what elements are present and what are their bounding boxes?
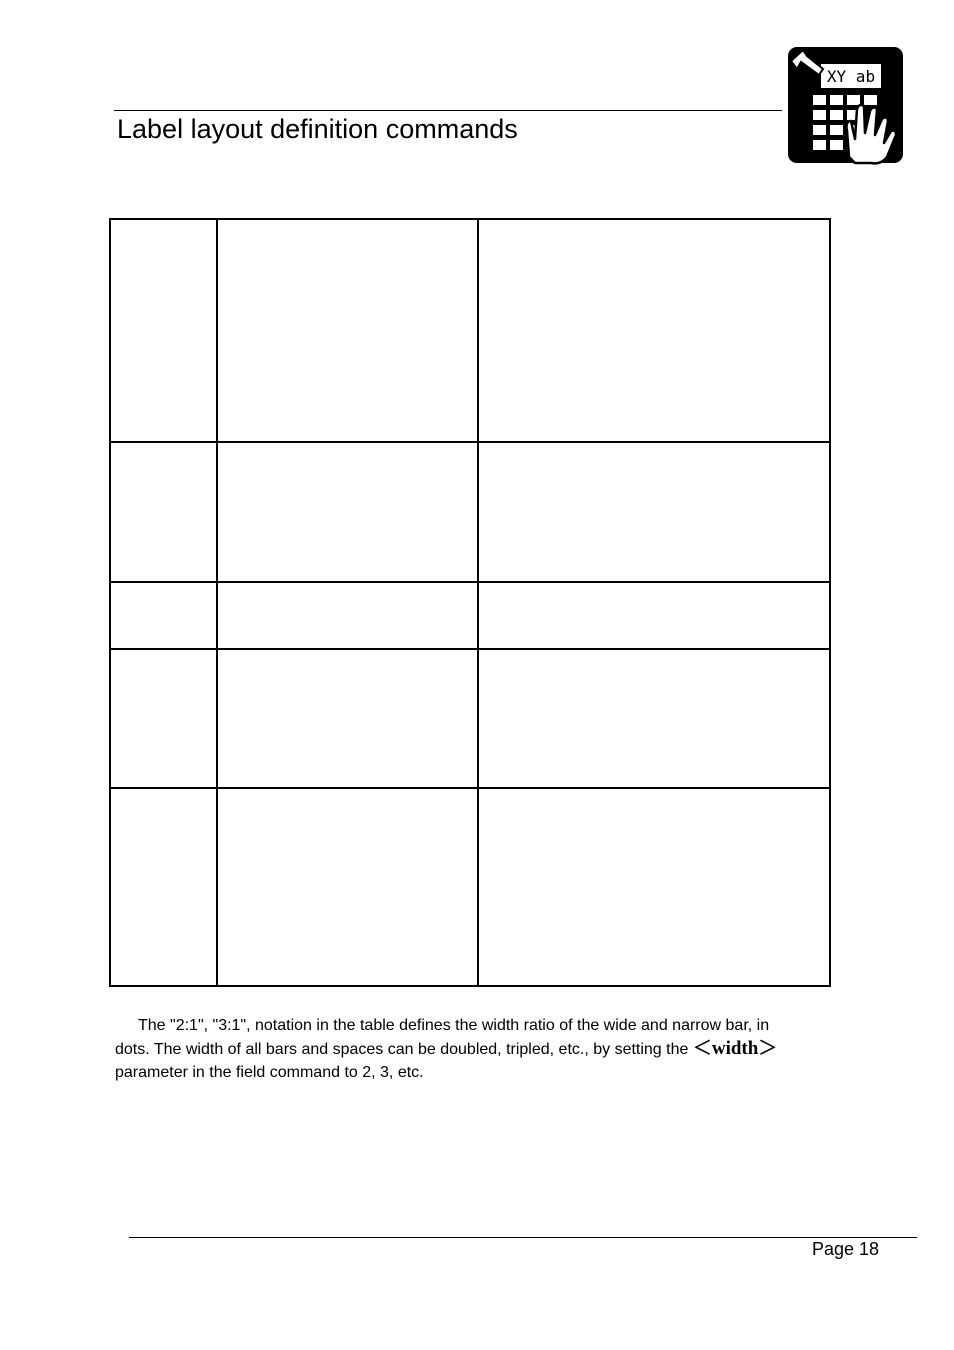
- page-number: Page 18: [812, 1239, 880, 1259]
- table-cell: [217, 582, 478, 649]
- table-cell: [478, 219, 830, 442]
- table-cell: [110, 788, 217, 986]
- table-cell: [110, 219, 217, 442]
- table-cell: [110, 442, 217, 582]
- footnote-line: parameter in the field command to 2, 3, etc.: [115, 1064, 424, 1081]
- page-title: Label layout definition commands: [117, 114, 518, 144]
- table-row: [110, 649, 830, 788]
- table-cell: [217, 788, 478, 986]
- width-parameter: ＜width＞: [692, 1038, 778, 1059]
- footnote-line: The "2:1", "3:1", notation in the table defines the width ratio of the wide and narrow bar, in: [138, 1017, 770, 1034]
- footnote-line: [115, 1037, 850, 1061]
- table-cell: [110, 649, 217, 788]
- command-table: [109, 218, 831, 987]
- table-row: [110, 219, 830, 442]
- table-cell: [478, 582, 830, 649]
- table-row: [110, 442, 830, 582]
- table-row: [110, 788, 830, 986]
- footer-rule: [129, 1237, 917, 1238]
- table-cell: [217, 442, 478, 582]
- table-row: [110, 582, 830, 649]
- logo-text: XY ab: [826, 67, 876, 86]
- table-cell: [217, 219, 478, 442]
- table-cell: [110, 582, 217, 649]
- footnote-text: dots. The width of all bars and spaces can be doubled, tripled, etc., by setting the: [115, 1041, 689, 1058]
- table-cell: [478, 442, 830, 582]
- header-rule: [114, 110, 782, 111]
- table-cell: [217, 649, 478, 788]
- table-cell: [478, 649, 830, 788]
- calculator-hand-icon: [787, 47, 904, 165]
- table-cell: [478, 788, 830, 986]
- footnote: [115, 1014, 850, 1084]
